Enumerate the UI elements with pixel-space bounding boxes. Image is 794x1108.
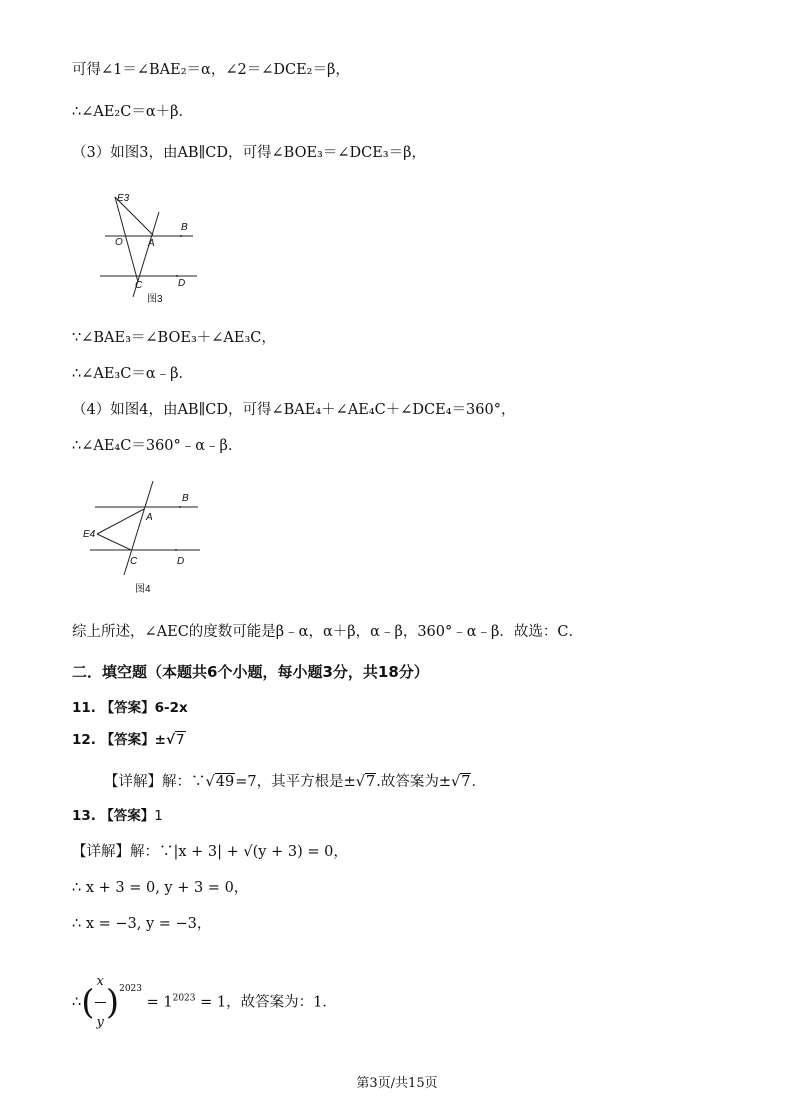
q13-therefore: ∴ [72,994,82,1011]
section-heading: 二．填空题（本题共6个小题，每小题3分，共18分） [72,663,429,681]
q13-detail-1 [72,842,348,862]
q12-detail-a: 解：∵ [162,774,206,790]
fig4-label-a: A [146,512,153,523]
fig4-label-b: B [182,493,189,504]
sqrt-sign: √ [165,732,175,748]
right-paren: ) [105,982,120,1023]
q13-detail-3: ∴ x = −3, y = −3， [72,916,212,932]
text-line-4: ∵∠BAE₃＝∠BOE₃＋∠AE₃C， [72,330,276,346]
page-footer: 第3页/共15页 [356,1076,438,1091]
q11-answer-tag: 【答案】 [100,700,155,716]
fig3-label-b: B [181,222,188,233]
fraction-denominator: y [96,1015,104,1030]
q13-detail-tag: 【详解】 [72,844,130,860]
fig3-label-o: O [115,237,123,248]
q12-radicand-1: 49 [215,774,235,790]
sqrt-sign: √ [205,774,215,790]
text-line-5: ∴∠AE₃C＝α﹣β． [72,366,194,382]
text-line-2: ∴∠AE₂C＝α＋β． [72,104,194,120]
q13-detail-4-mid: = 1 [146,994,173,1011]
fig4-label-d: D [177,556,185,567]
text-line-7: ∴∠AE₄C＝360°﹣α﹣β． [72,438,243,454]
q13-detail-2: ∴ x + 3 = 0, y + 3 = 0， [72,880,249,896]
fig3-label-a: A [148,238,155,249]
sqrt-sign: √ [355,774,365,790]
q12-detail-b: =7，其平方根是± [235,774,356,790]
fraction-numerator: x [95,962,106,1003]
fig4-label-e4: E4 [83,529,96,540]
fig4-label-c: C [130,556,138,567]
q13-number: 13. [72,808,96,824]
q13-detail-text-1: 解：∵|x + 3| + √(y + 3) = 0， [130,844,348,860]
fig3-label-e3: E3 [117,193,130,204]
q12-detail-tag: 【详解】 [104,774,162,790]
fig3-label-c: C [135,280,143,291]
q11-answer-line [72,698,188,718]
q11-answer: 6-2x [154,700,188,716]
q12-radicand-3: 7 [461,774,471,790]
q12-answer-radicand: 7 [175,732,185,748]
q12-number: 12. [72,732,96,748]
q12-detail-c: .故答案为± [376,774,451,790]
fig3-label-d: D [178,278,186,289]
text-line-1: 可得∠1＝∠BAE₂＝α，∠2＝∠DCE₂＝β， [72,62,350,78]
fraction [95,962,106,1043]
text-line-3: （3）如图3，由AB∥CD，可得∠BOE₃＝∠DCE₃＝β， [72,145,427,161]
left-paren: ( [81,982,95,1023]
q13-detail-4-post: = 1，故答案为：1． [200,994,337,1011]
q12-detail-d: ． [471,774,486,790]
sqrt-sign: √ [450,774,461,790]
q12-answer-tag: 【答案】 [100,732,155,748]
q11-number: 11. [72,700,96,716]
fig4-caption: 图4 [135,584,151,595]
q12-answer-line [72,730,186,750]
fig3-caption: 图3 [147,294,163,305]
q13-answer-tag: 【答案】 [100,808,155,824]
text-line-8: 综上所述，∠AEC的度数可能是β﹣α，α＋β，α﹣β，360°﹣α﹣β．故选：C． [72,624,584,640]
q13-answer-line [72,806,163,826]
text-line-6: （4）如图4，由AB∥CD，可得∠BAE₄＋∠AE₄C＋∠DCE₄＝360°， [72,402,516,418]
exponent: 2023 [119,983,143,994]
figure-3 [95,185,210,314]
q12-answer-prefix: ± [154,732,166,748]
q12-radicand-2: 7 [365,774,376,790]
q13-detail-4 [72,962,337,1043]
figure-4 [80,475,210,604]
q13-answer: 1 [154,808,163,824]
q12-detail-line [104,772,486,792]
exponent-2: 2023 [172,993,196,1004]
